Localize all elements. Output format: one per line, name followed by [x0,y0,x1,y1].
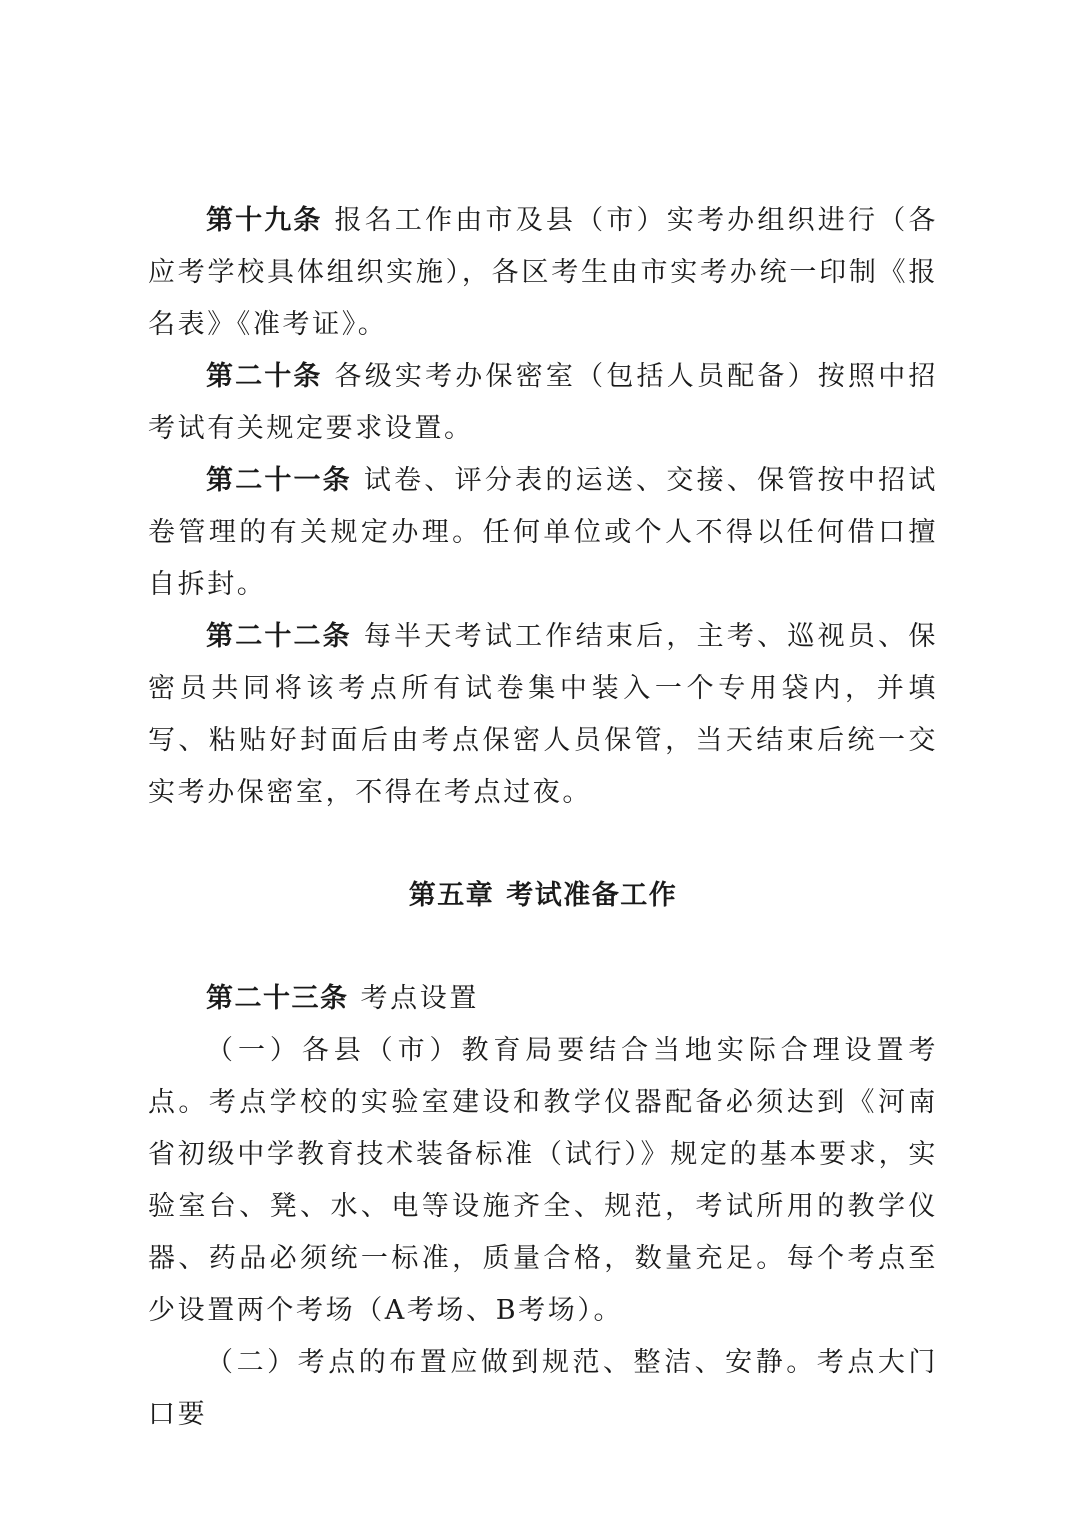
article-text: 试卷、评分表的运送、交接、保管按中招试卷管理的有关规定办理。任何单位或个人不得以任何借口擅自拆封。 [148,465,939,600]
article-text: 各级实考办保密室（包括人员配备）按照中招考试有关规定要求设置。 [148,361,939,444]
article-20 [148,351,938,455]
article-text: 考点设置 [360,983,479,1014]
article-text: 报名工作由市及县（市）实考办组织进行（各应考学校具体组织实施），各区考生由市实考办统一印制《报名表》《准考证》。 [148,205,939,340]
document-body [148,195,938,1441]
chapter-number: 第五章 [408,880,495,911]
article-19 [148,195,938,351]
article-label: 第二十一条 [206,465,352,496]
article-22 [148,611,938,819]
article-text: 每半天考试工作结束后，主考、巡视员、保密员共同将该考点所有试卷集中装入一个专用袋内，并填写、粘贴好封面后由考点保密人员保管，当天结束后统一交实考办保密室，不得在考点过夜。 [148,621,939,808]
article-label: 第十九条 [206,205,323,236]
item-2: （二）考点的布置应做到规范、整洁、安静。考点大门口要 [148,1347,938,1430]
article-label: 第二十三条 [206,983,349,1014]
chapter-heading [148,870,938,922]
article-21 [148,455,938,611]
item-1: （一）各县（市）教育局要结合当地实际合理设置考点。考点学校的实验室建设和教学仪器配备必须达到《河南省初级中学教育技术装备标准（试行）》规定的基本要求，实验室台、凳、水、电等设施齐全、规范，考试所用的教学仪器、药品必须统一标准，质量合格，数量充足。每个考点至少设置两个考场（A考场、B考场）。 [148,1035,938,1326]
chapter-title: 考试准备工作 [506,880,678,911]
article-label: 第二十条 [206,361,323,392]
article-label: 第二十二条 [206,621,352,652]
article-23 [148,973,938,1025]
